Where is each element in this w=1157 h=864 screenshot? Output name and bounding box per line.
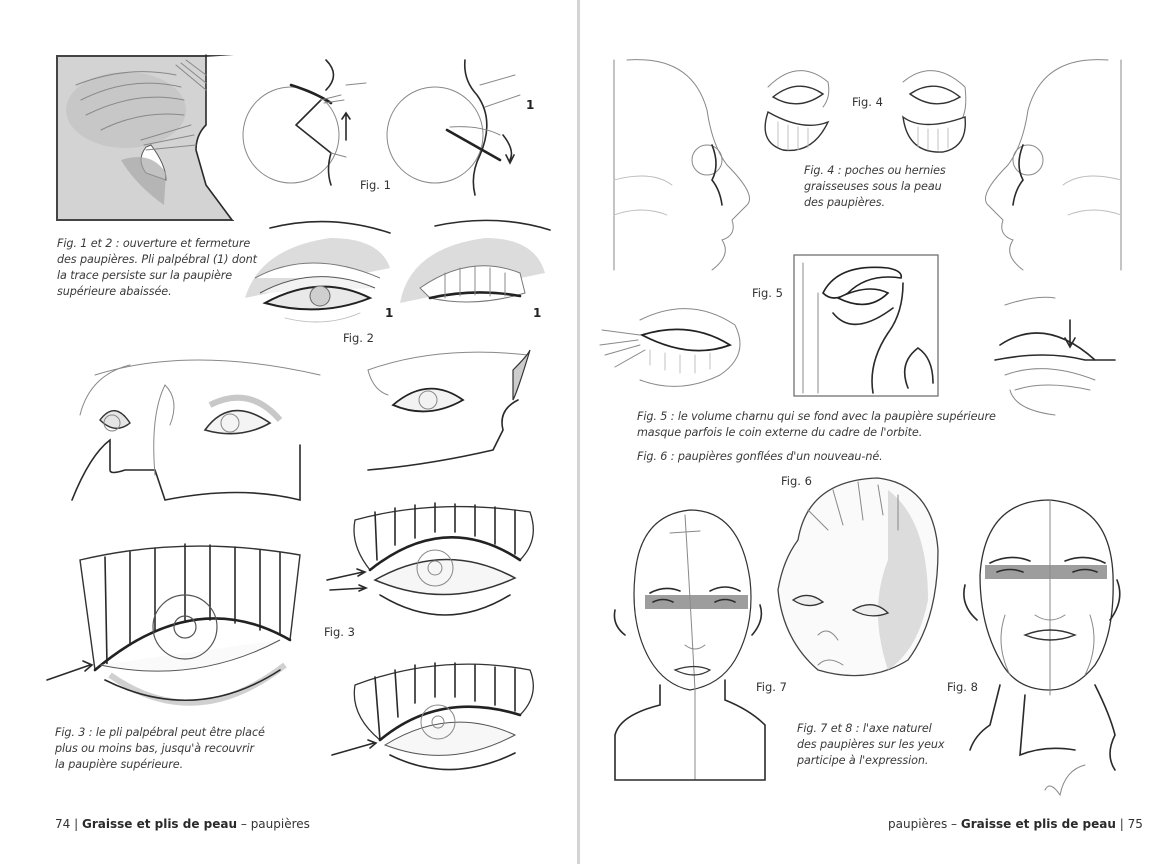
topic-left: paupières [250,817,310,831]
caption-fig4: Fig. 4 : poches ou hernies graisseuses sous la peau des paupières. [804,164,946,209]
fig1-eyeball-open-diagram [236,55,366,195]
fig4-profile-left [612,55,752,270]
page-number-right: 75 [1127,817,1143,831]
fig3-small-eye-top [325,500,540,625]
left-page [0,0,578,864]
fig8-elderly-head-illustration [965,495,1125,805]
section-title-left: Graisse et plis de peau [81,817,238,831]
fig3-brow-block-side [368,350,533,475]
topic-right: paupières [888,817,948,831]
fig4-profile-right [978,55,1123,270]
right-page-footer: paupières – Graisse et plis de peau | 75 [888,817,1143,831]
fig7-label: Fig. 7 [756,680,787,694]
fig2-marker-1-right: 1 [533,306,542,320]
fig2-closed-eye-illustration [395,218,550,328]
caption-fig5: Fig. 5 : le volume charnu qui se fond avec la paupière supérieure masque parfois le coin externe du cadre de l'orbite. [637,410,996,439]
fig1-profile-eye-illustration [56,55,234,221]
fig4-label: Fig. 4 [852,95,883,109]
fig5-framed-eye-illustration [793,253,941,398]
fig2-label: Fig. 2 [343,331,374,345]
fig8-label: Fig. 8 [947,680,978,694]
caption-fig1-2: Fig. 1 et 2 : ouverture et fermeture des paupières. Pli palpébral (1) dont la trace persiste sur la paupière supérieure abaissée. [57,237,257,298]
fig5-eye-closed-illustration [600,295,750,390]
fig2-marker-1-left: 1 [385,306,394,320]
fig1-label: Fig. 1 [360,178,391,192]
fig4-eye-bag-right [898,62,970,157]
right-page [580,0,1157,864]
fig3-label: Fig. 3 [324,625,355,639]
fig3-large-eye-diagram [45,535,315,705]
fig2-open-eye-illustration [240,218,390,328]
page-number-left: 74 [55,817,71,831]
fig3-small-eye-bottom [330,655,540,780]
fig6-label: Fig. 6 [781,474,812,488]
caption-fig7-8: Fig. 7 et 8 : l'axe naturel des paupières sur les yeux participe à l'expression. [797,722,945,767]
left-page-footer: 74 | Graisse et plis de peau – paupières [55,817,310,831]
fig6-newborn-face-illustration [778,470,938,690]
caption-fig3: Fig. 3 : le pli palpébral peut être placé plus ou moins bas, jusqu'à recouvrir la paupière supérieure. [55,726,265,771]
fig4-eye-bag-left [763,62,833,157]
fig1-eyeball-closed-diagram [385,55,530,195]
fig5-label: Fig. 5 [752,286,783,300]
caption-fig6: Fig. 6 : paupières gonflées d'un nouveau-né. [637,450,883,463]
fig3-brow-block-front [70,345,320,505]
fig7-adult-head-illustration [615,495,775,780]
section-title-right: Graisse et plis de peau [960,817,1116,831]
fig6-newborn-eyelid-detail [995,290,1120,415]
fig1-marker-1: 1 [526,98,535,112]
